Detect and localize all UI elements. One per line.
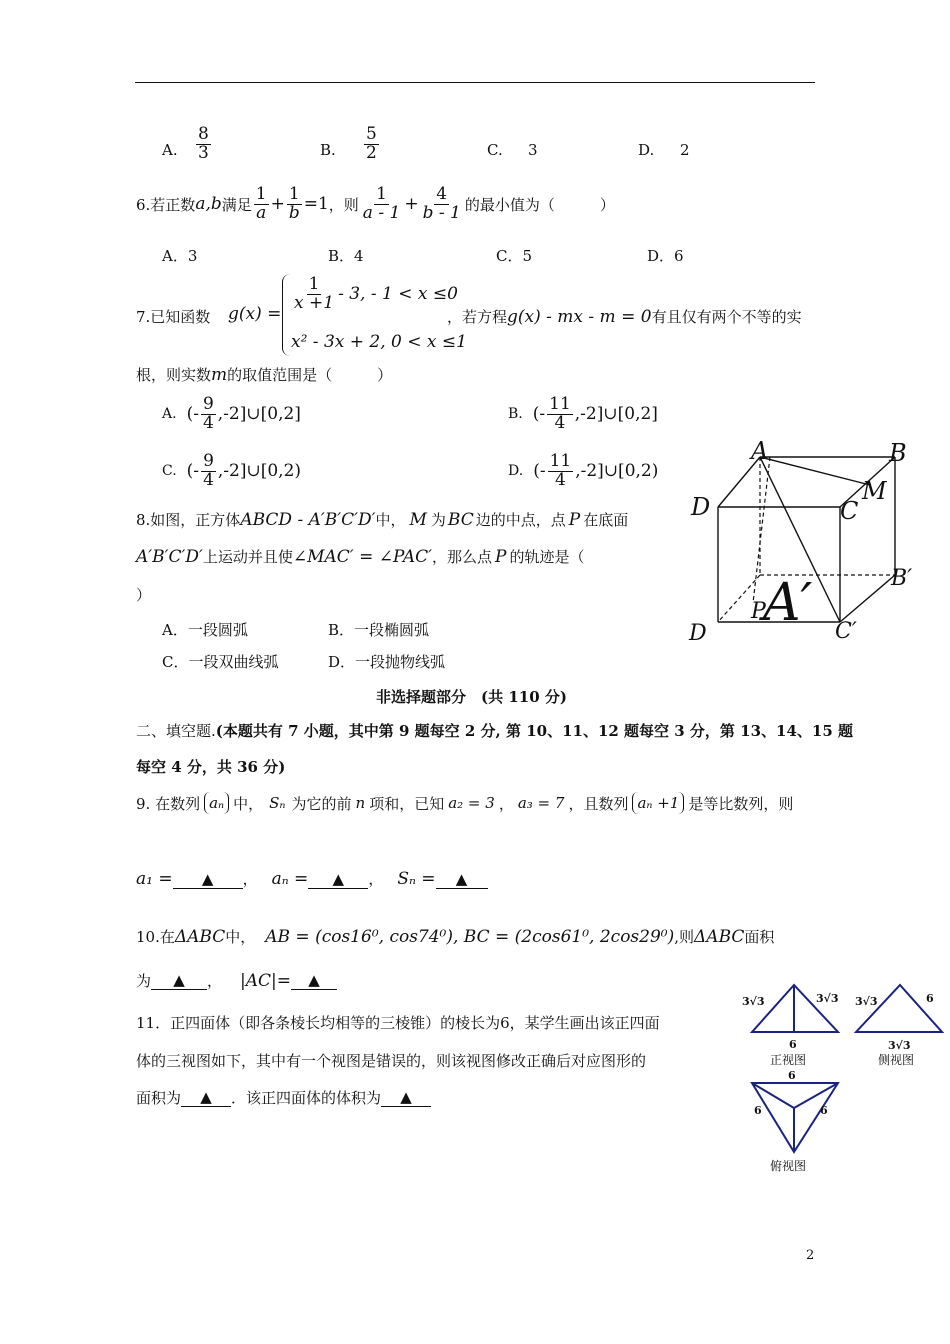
q6-tail: 的最小值为（ ） [464,195,615,214]
question-9: 9. 在数列 aₙ 中， Sₙ 为它的前 n 项和，已知 a₂ = 3 ， a₃ = 7 ，且数列 aₙ +1 是等比数列，则 [136,794,794,813]
q5-b-label: B. [320,141,336,159]
q7-option-b: B. (- $\frac{11}{4}$ ,-2]∪[0,2] [508,394,658,433]
q8-option-b: B．一段椭圆弧 [328,621,430,639]
three-views-figure [738,980,948,1180]
label-A: A [751,437,769,465]
label-D: D [691,493,711,521]
q6-frac-3: $\frac{1}{a - 1}$ [362,184,401,223]
q9-sn: Sₙ = [397,869,436,889]
side-bottom-label: 3√3 [888,1039,911,1052]
front-left-label: 3√3 [742,995,765,1008]
q9-blank-1[interactable]: ▲ [173,870,243,889]
q6-mid: 满足 [221,195,252,214]
q9-a1: a₁ = [136,869,173,889]
q6-frac-1: $\frac{1}{a}$ [255,184,267,223]
q8-option-a: A．一段圆弧 [162,621,248,639]
q8-line-3: ） [136,586,152,604]
label-M: M [862,477,887,505]
label-C: C [840,497,859,525]
q9-answers: a₁ = ▲ ， aₙ = ▲ ， Sₙ = ▲ [136,868,488,889]
label-Dp: D [689,621,707,646]
q11-blank-2[interactable]: ▲ [381,1088,431,1107]
label-P: P [751,599,766,624]
q7-prefix: 7.已知函数 [136,308,211,326]
q5-d-value: 2 [680,141,690,159]
q7-option-c: C. (- $\frac{9}{4}$ ,-2]∪[0,2) [162,451,302,490]
label-B: B [889,439,907,467]
section2-line-1: 二、填空题.(本题共有 7 小题，其中第 9 题每空 2 分, 第 10、11、12 题每空 3 分，第 13、14、15 题 [136,722,853,740]
q8-option-d: D．一段抛物线弧 [328,653,446,671]
q6-option-c: C．5 [496,247,533,265]
q8-line-2: A′B′C′D′ 上运动并且使 ∠MAC′ = ∠PAC′ ，那么点 P 的轨迹是（ [136,546,585,567]
q6-prefix: 6.若正数 [136,195,196,214]
section-title: 非选择题部分 (共 110 分) [376,688,567,706]
cube-figure [685,435,925,650]
q11-line-2: 体的三视图如下，其中有一个视图是错误的，则该视图修改正确后对应图形的 [136,1052,647,1070]
front-bottom-label: 6 [789,1038,797,1051]
q11-blank-1[interactable]: ▲ [181,1088,231,1107]
q5-b-frac: $\frac{5}{2}$ [366,124,377,163]
q11-line-3: 面积为 ▲ ．该正四面体的体积为 ▲ [136,1087,431,1108]
side-left-label: 3√3 [855,995,878,1008]
q6-option-a: A．3 [162,247,198,265]
page-number: 2 [806,1248,815,1263]
q9-an: aₙ = [271,869,309,889]
header-rule [135,82,815,83]
q7-g: g(x) = [228,304,282,324]
q11-line-1: 11．正四面体（即各条棱长均相等的三棱锥）的棱长为6，某学生画出该正四面 [136,1014,660,1032]
side-view-caption: 侧视图 [878,1053,915,1067]
q6-eq: =1 [303,194,329,215]
q7-rest: ，若方程 g(x) - mx - m = 0 有且仅有两个不等的实 [447,306,802,327]
q9-blank-2[interactable]: ▲ [308,870,368,889]
q10-blank-1[interactable]: ▲ [151,971,207,990]
label-Bp: B′ [891,566,913,591]
front-right-label: 3√3 [816,992,839,1005]
top-view-caption: 俯视图 [770,1159,807,1173]
q8-line-1: 8.如图，正方体 ABCD - A′B′C′D′ 中， M 为 BC 边的中点，点 P 在底面 [136,509,629,530]
q7-option-d: D. (- $\frac{11}{4}$ ,-2]∪[0,2) [508,451,659,490]
q6-then: ，则 [328,195,359,214]
top-top-label: 6 [788,1069,796,1082]
q6-vars: a,b [195,194,222,215]
q6-option-d: D．6 [647,247,684,265]
q6-option-b: B．4 [328,247,364,265]
q7-option-a: A. (- $\frac{9}{4}$ ,-2]∪[0,2] [162,394,301,433]
q10-line-2: 为 ▲ ， |AC| = ▲ [136,970,337,991]
label-Ap: A′ [763,573,813,633]
question-6: 6.若正数 a,b 满足 $\frac{1}{a}$ + $\frac{1}{b}$ =1 ，则 $\frac{1}{a - 1}$ + $\frac{4}{b - 1}$ 的最小值为（ ） [136,184,615,223]
front-view-caption: 正视图 [770,1053,807,1067]
q7-case-2: x² - 3x + 2, 0 < x ≤1 [291,332,467,352]
section2-line-2: 每空 4 分，共 36 分) [136,758,286,776]
question-10: 10.在 ΔABC 中， AB = (cos16⁰, cos74⁰), BC = (2cos61⁰, 2cos29⁰) ,则 ΔABC 面积 [136,926,775,947]
q5-c-label: C. [487,141,503,159]
q10-blank-2[interactable]: ▲ [291,971,337,990]
q5-d-label: D. [638,141,655,159]
q9-blank-3[interactable]: ▲ [436,870,488,889]
q6-frac-4: $\frac{4}{b - 1}$ [422,184,461,223]
q8-option-c: C．一段双曲线弧 [162,653,279,671]
q7-line-2: 根，则实数 m 的取值范围是（ ） [136,364,393,385]
q5-a-label: A. [162,141,178,159]
q6-frac-2: $\frac{1}{b}$ [288,184,300,223]
q7-case-1: $\frac{1}{x +1}$ - 3, - 1 < x ≤0 [294,274,458,313]
top-left-label: 6 [754,1104,762,1117]
top-right-label: 6 [820,1104,828,1117]
side-right-label: 6 [926,992,934,1005]
label-Cp: C′ [835,619,857,644]
q5-a-frac: $\frac{8}{3}$ [198,124,209,163]
q5-c-value: 3 [528,141,538,159]
